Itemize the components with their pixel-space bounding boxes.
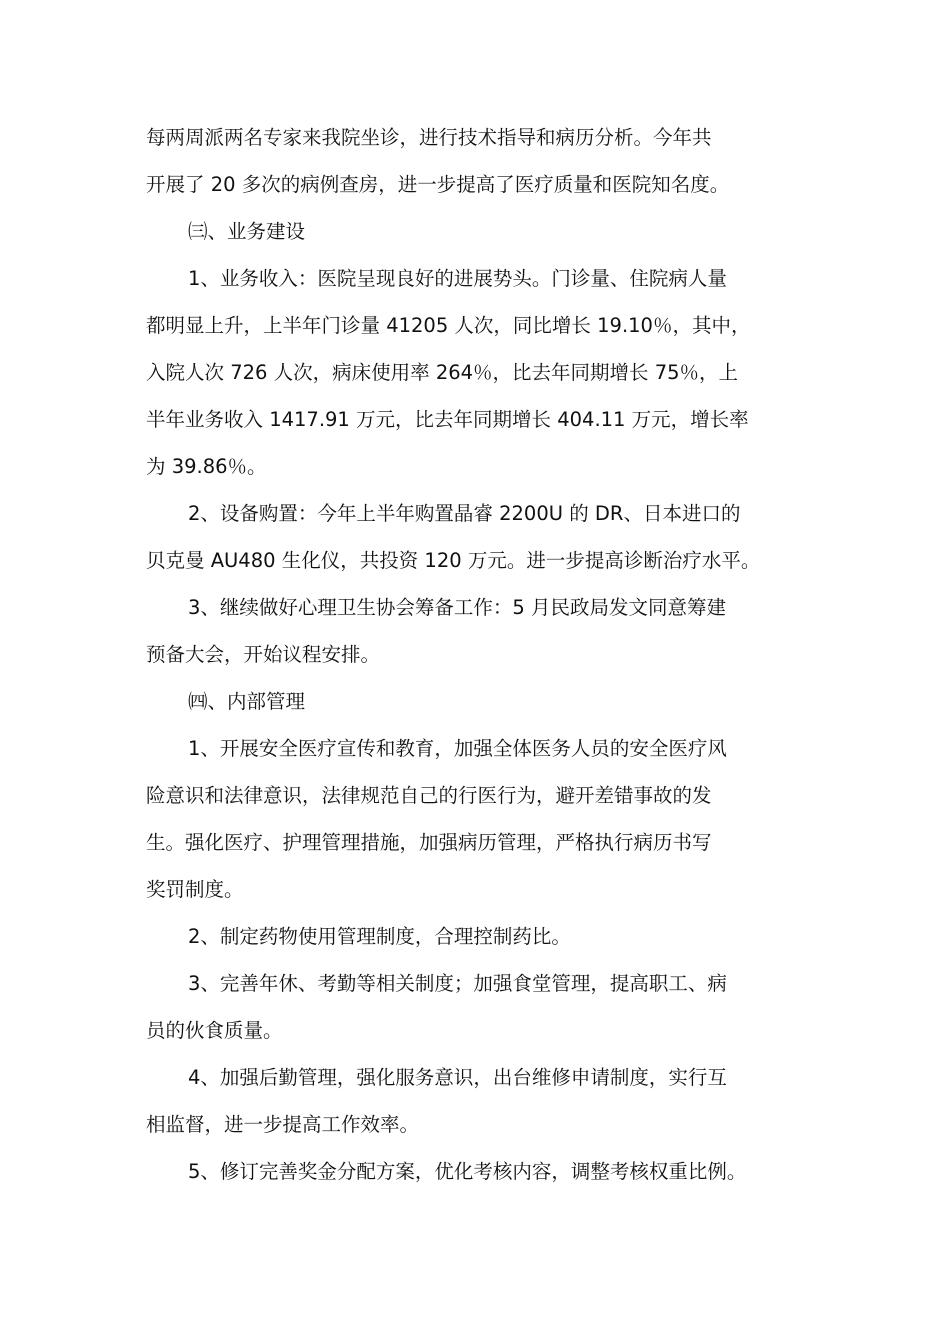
paragraph-line: ㈣、内部管理 — [188, 690, 306, 713]
paragraph-line: 生。强化医疗、护理管理措施，加强病历管理，严格执行病历书写 — [146, 831, 712, 854]
paragraph-line: 开展了 20 多次的病例查房，进一步提高了医疗质量和医院知名度。 — [146, 173, 730, 196]
paragraph-line: 险意识和法律意识，法律规范自己的行医行为，避开差错事故的发 — [146, 784, 712, 807]
paragraph-line: 5、修订完善奖金分配方案，优化考核内容，调整考核权重比例。 — [188, 1160, 747, 1183]
paragraph-line: 奖罚制度。 — [146, 878, 244, 901]
paragraph-line: 员的伙食质量。 — [146, 1019, 283, 1042]
paragraph-line: ㈢、业务建设 — [188, 220, 306, 243]
paragraph-line: 2、设备购置：今年上半年购置晶睿 2200U 的 DR、日本进口的 — [188, 502, 741, 525]
paragraph-line: 为 39.86％。 — [146, 455, 267, 478]
paragraph-line: 1、开展安全医疗宣传和教育，加强全体医务人员的安全医疗风 — [188, 737, 727, 760]
paragraph-line: 预备大会，开始议程安排。 — [146, 643, 381, 666]
paragraph-line: 1、业务收入：医院呈现良好的进展势头。门诊量、住院病人量 — [188, 267, 727, 290]
paragraph-line: 4、加强后勤管理，强化服务意识，出台维修申请制度，实行互 — [188, 1066, 727, 1089]
paragraph-line: 贝克曼 AU480 生化仪，共投资 120 万元。进一步提高诊断治疗水平。 — [146, 549, 761, 572]
document-body — [146, 114, 816, 1195]
paragraph-line: 都明显上升，上半年门诊量 41205 人次，同比增长 19.10％，其中， — [146, 314, 751, 337]
paragraph-line: 相监督，进一步提高工作效率。 — [146, 1113, 420, 1136]
paragraph-line: 半年业务收入 1417.91 万元，比去年同期增长 404.11 万元，增长率 — [146, 408, 749, 431]
paragraph-line: 每两周派两名专家来我院坐诊，进行技术指导和病历分析。今年共 — [146, 126, 712, 149]
paragraph-line: 3、完善年休、考勤等相关制度；加强食堂管理，提高职工、病 — [188, 972, 727, 995]
paragraph-line: 3、继续做好心理卫生协会筹备工作：5 月民政局发文同意筹建 — [188, 596, 727, 619]
paragraph-line: 2、制定药物使用管理制度，合理控制药比。 — [188, 925, 571, 948]
paragraph-line: 入院人次 726 人次，病床使用率 264％，比去年同期增长 75％，上 — [146, 361, 739, 384]
